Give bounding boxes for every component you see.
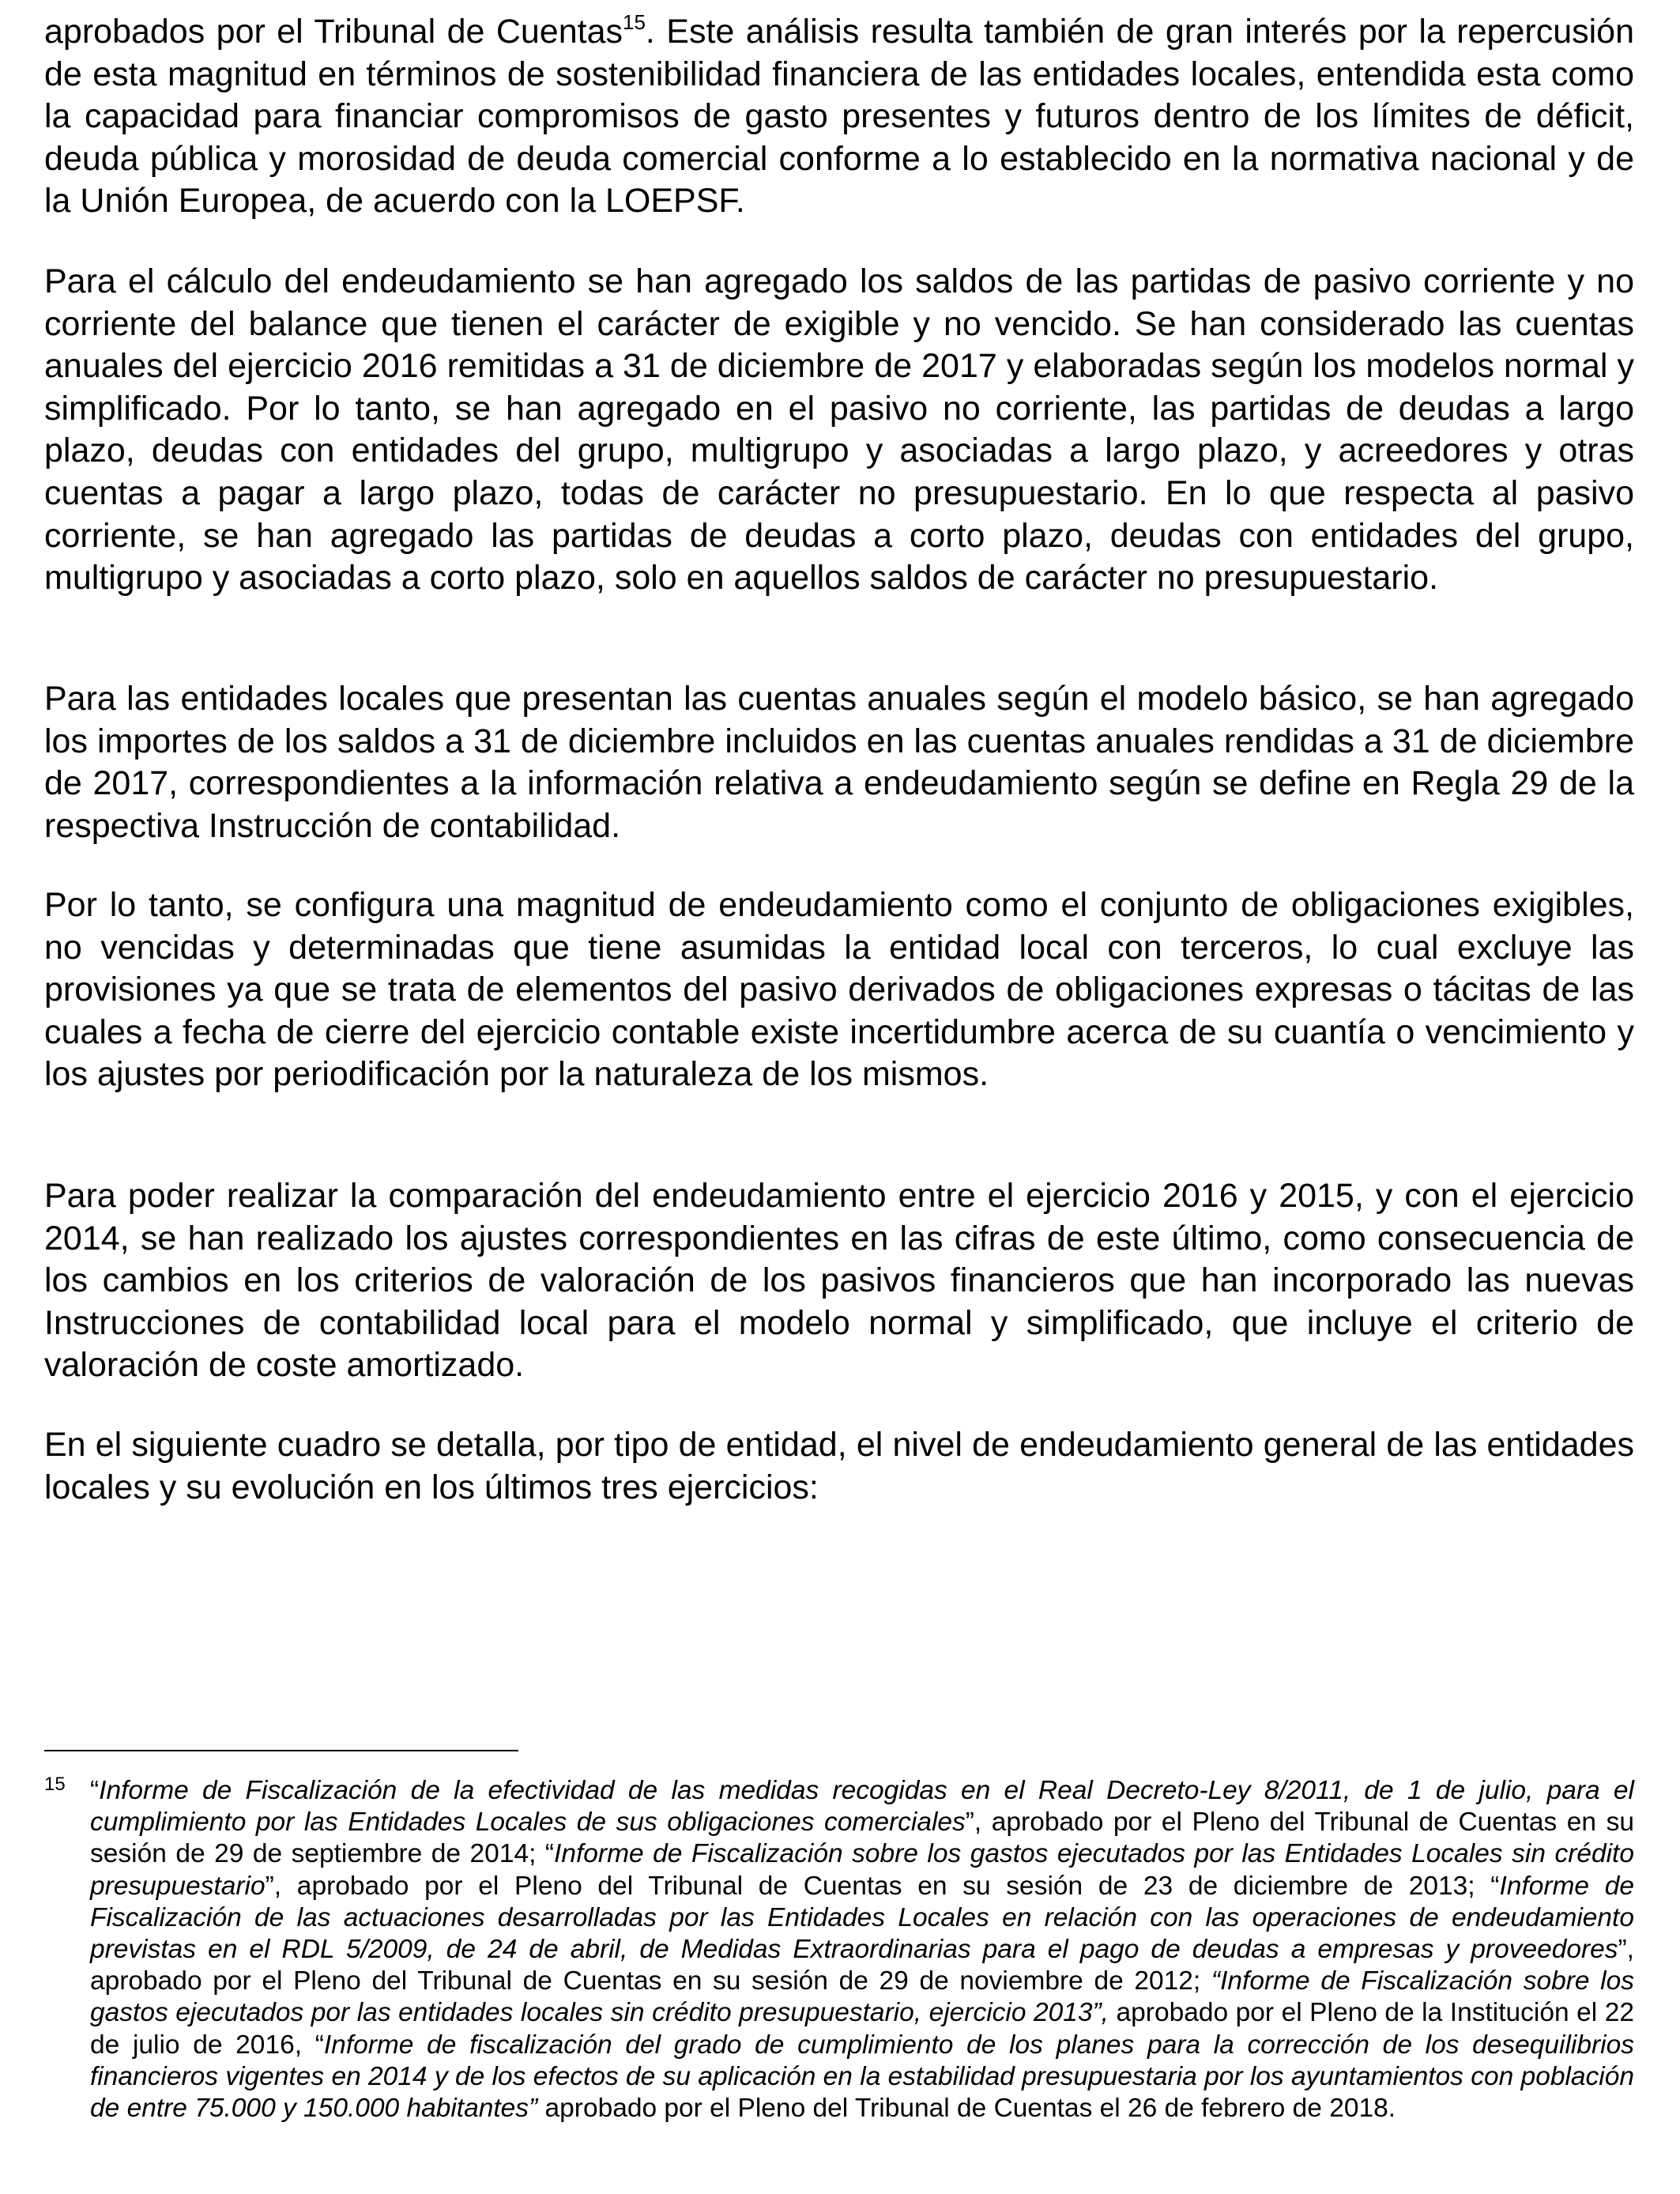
footnote-text-segment: aprobado por el Pleno del Tribunal de Cuentas el 26 de febrero de 2018. [537, 2094, 1396, 2124]
paragraph [44, 884, 1634, 1096]
paragraph [44, 1424, 1634, 1509]
footnote-separator [44, 1750, 518, 1751]
paragraph-text: aprobados por el Tribunal de Cuentas [44, 13, 623, 51]
paragraph-text: . Este análisis resulta también de gran interés por la repercusión de esta magnitud en términos de sostenibilidad financiera de las entidades locales, entendida esta como la capacidad para financiar compromisos de gasto presentes y futuros dentro de los límites de déficit, deuda pública y morosidad de deuda comercial conforme a lo establecido en la normativa nacional y de la Unión Europea, de acuerdo con la LOEPSF. [44, 13, 1634, 221]
footnote-cited-report-title: Informe de Fiscalización sobre los gastos ejecutados por las Entidades Locales sin crédito presupuestario [90, 1839, 1634, 1901]
footnote-reference[interactable]: 15 [623, 10, 646, 34]
paragraph [44, 11, 1634, 223]
footnote-text-segment: ”, aprobado por el Pleno del Tribunal de Cuentas en su sesión de 29 de septiembre de 2014; “ [90, 1808, 1634, 1869]
paragraph-text: Para las entidades locales que presentan las cuentas anuales según el modelo básico, se han agregado los importes de los saldos a 31 de diciembre incluidos en las cuentas anuales rendidas a 31 de diciembre de 2017, correspondientes a la información relativa a endeudamiento según se define en Regla 29 de la respectiva Instrucción de contabilidad. [44, 680, 1634, 845]
footnote-text-segment: ”, aprobado por el Pleno del Tribunal de Cuentas en su sesión de 29 de noviembre de 2012; [90, 1935, 1634, 1996]
paragraph [44, 678, 1634, 847]
footnote [44, 1775, 1634, 2124]
paragraph-text: Para poder realizar la comparación del endeudamiento entre el ejercicio 2016 y 2015, y con el ejercicio 2014, se han realizado los ajustes correspondientes en las cifras de este último, como consecuencia de los cambios en los criterios de valoración de los pasivos financieros que han incorporado las nuevas Instrucciones de contabilidad local para el modelo normal y simplificado, que incluye el criterio de valoración de coste amortizado. [44, 1177, 1634, 1385]
footnote-cited-report-title: Informe de Fiscalización de la efectividad de las medidas recogidas en el Real Decreto-Ley 8/2011, de 1 de julio, para el cumplimiento por las Entidades Locales de sus obligaciones comerciales [90, 1776, 1634, 1838]
paragraph [44, 261, 1634, 600]
paragraph-text: En el siguiente cuadro se detalla, por tipo de entidad, el nivel de endeudamiento general de las entidades locales y su evolución en los últimos tres ejercicios: [44, 1426, 1634, 1506]
footnote-number: 15 [44, 1774, 66, 1795]
footnote-cited-report-title: “Informe de Fiscalización sobre los gastos ejecutados por las entidades locales sin crédito presupuestario, ejercicio 2013”, [90, 1966, 1634, 2028]
footnote-cited-report-title: Informe de fiscalización del grado de cumplimiento de los planes para la corrección de los desequilibrios financieros vigentes en 2014 y de los efectos de su aplicación en la estabilidad presupuestaria por los ayuntamientos con población de entre 75.000 y 150.000 habitantes” [90, 2030, 1634, 2124]
footnote-text-segment: “ [90, 1776, 100, 1805]
footnote-text-segment: aprobado por el Pleno de la Institución el 22 de julio de 2016, “ [90, 1998, 1635, 2060]
footnote-cited-report-title: Informe de Fiscalización de las actuaciones desarrolladas por las Entidades Locales en relación con las operaciones de endeudamiento previstas en el RDL 5/2009, de 24 de abril, de Medidas Extraordinarias para el pago de deudas a empresas y proveedores [90, 1871, 1635, 1965]
footnote-text-segment: ”, aprobado por el Pleno del Tribunal de Cuentas en su sesión de 23 de diciembre de 2013; “ [265, 1871, 1500, 1901]
paragraph-text: Por lo tanto, se configura una magnitud de endeudamiento como el conjunto de obligaciones exigibles, no vencidas y determinadas que tiene asumidas la entidad local con terceros, lo cual excluye las provisiones ya que se trata de elementos del pasivo derivados de obligaciones expresas o tácitas de las cuales a fecha de cierre del ejercicio contable existe incertidumbre acerca de su cuantía o vencimiento y los ajustes por periodificación por la naturaleza de los mismos. [44, 886, 1634, 1094]
paragraph-text: Para el cálculo del endeudamiento se han agregado los saldos de las partidas de pasivo corriente y no corriente del balance que tienen el carácter de exigible y no vencido. Se han considerado las cuentas anuales del ejercicio 2016 remitidas a 31 de diciembre de 2017 y elaboradas según los modelos normal y simplificado. Por lo tanto, se han agregado en el pasivo no corriente, las partidas de deudas a largo plazo, deudas con entidades del grupo, multigrupo y asociadas a largo plazo, y acreedores y otras cuentas a pagar a largo plazo, todas de carácter no presupuestario. En lo que respecta al pasivo corriente, se han agregado las partidas de deudas a corto plazo, deudas con entidades del grupo, multigrupo y asociadas a corto plazo, solo en aquellos saldos de carácter no presupuestario. [44, 262, 1634, 598]
paragraph [44, 1175, 1634, 1387]
footnote-text [90, 1775, 1634, 2124]
